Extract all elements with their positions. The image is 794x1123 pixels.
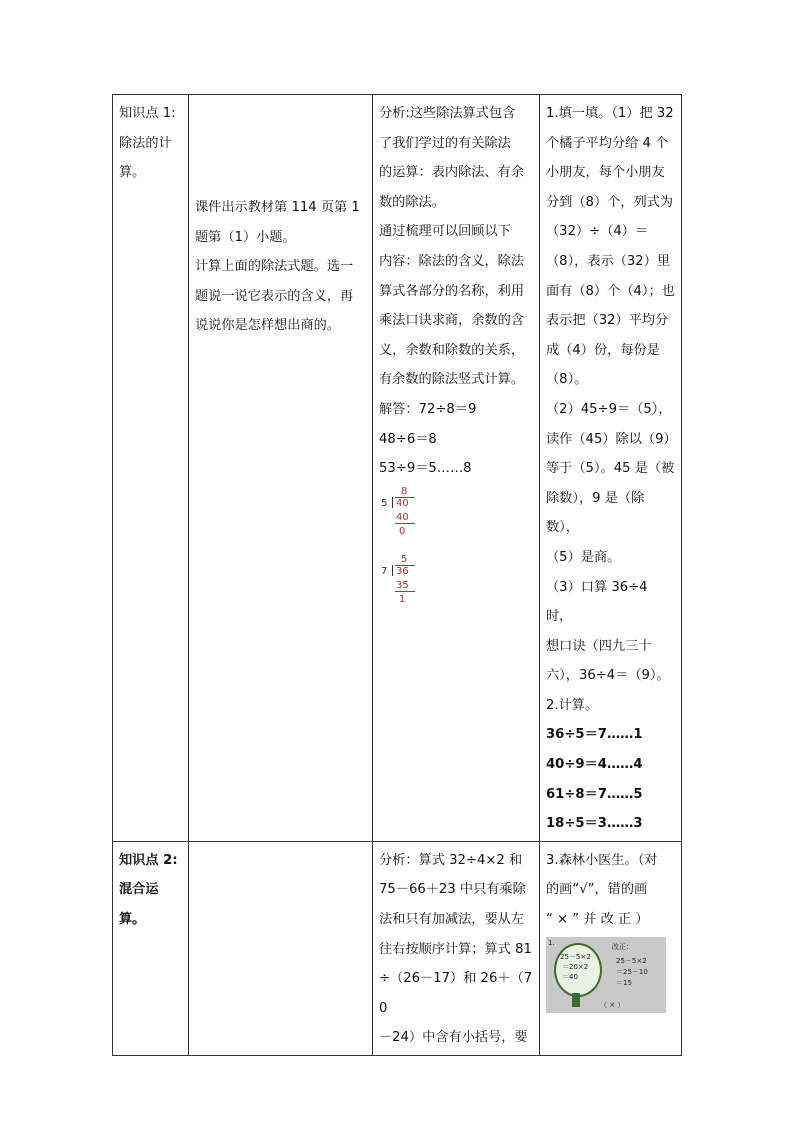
text-line: 分析：算式 32÷4×2 和 [379, 852, 523, 868]
long-division-2 [379, 554, 533, 620]
text-line: 53÷9＝5……8 [379, 461, 472, 477]
text-line: 3.森林小医生。（对 [546, 852, 658, 868]
text-line: 个橘子平均分给 4 个 [546, 135, 669, 151]
activity-cell-2 [189, 841, 373, 1055]
tree-line: ＝40 [562, 972, 578, 981]
text-line: 读作（45）除以（9） [546, 431, 677, 447]
analysis-cell-2 [373, 841, 540, 1055]
text-line: 除数），9 是（除数）， [546, 490, 645, 536]
fix-line: 25－5×2 [616, 956, 647, 965]
text-line: 算。 [119, 165, 146, 181]
divisor: 7 [381, 565, 388, 577]
text-line: 分到（8）个，列式为 [546, 194, 674, 210]
text-line: “ × ” 并 改 正 ） [546, 912, 649, 928]
text-line: 想口诀（四九三十 [546, 638, 652, 654]
text-line: －24）中含有小括号，要 [379, 1030, 528, 1046]
text-line: （32）÷（4）＝ [546, 224, 649, 240]
text-line: 的画“√”，错的画 [546, 882, 648, 898]
text-line: 乘法口诀求商，余数的含 [379, 313, 525, 329]
mark: （ × ） [600, 1000, 625, 1009]
text-line: 六），36÷4＝（9）。 [546, 668, 670, 684]
text-line: （5）是商。 [546, 549, 621, 565]
fix-line: ＝15 [616, 978, 632, 987]
text-line: 知识点 2: [119, 852, 178, 868]
text-line: 往右按顺序计算；算式 81 [379, 941, 532, 957]
answer-line: 40÷9＝4……4 [546, 757, 643, 773]
text-line: 了我们学过的有关除法 [379, 135, 511, 151]
tree-line: ＝20×2 [562, 962, 589, 971]
divisor: 5 [381, 497, 388, 509]
text-line: 算式各部分的名称，利用 [379, 283, 525, 299]
text-line: 分析:这些除法算式包含 [379, 106, 516, 121]
table-row [113, 841, 682, 1055]
answer-line: 61÷8＝7……5 [546, 786, 643, 802]
text-line: 有余数的除法竖式计算。 [379, 372, 525, 388]
text-line: 1.填一填。（1）把 32 [546, 106, 674, 121]
text-line: 表示把（32）平均分 [546, 313, 669, 329]
tree-line: 25－5×2 [560, 952, 591, 961]
remainder: 0 [399, 525, 406, 537]
fix-label: 改正： [612, 942, 633, 951]
text-line: 计算上面的除法式题。选一 [195, 259, 354, 275]
picture-number: 1. [548, 938, 555, 947]
text-line: 内容：除法的含义，除法 [379, 253, 525, 269]
text-line: 混合运算。 [119, 882, 159, 928]
text-line: （8），表示（32）里 [546, 253, 671, 269]
dividend: 40 [396, 497, 409, 509]
text-line: （2）45÷9＝（5）， [546, 401, 672, 417]
knowledge-cell-2 [113, 841, 189, 1055]
text-line: 知识点 1: [119, 106, 176, 121]
remainder: 1 [399, 593, 406, 605]
tree-trunk-icon [572, 993, 580, 1007]
text-line: 通过梳理可以回顾以下 [379, 224, 511, 240]
knowledge-cell-1 [113, 95, 189, 842]
text-line: 除法的计 [119, 135, 172, 151]
dividend: 36 [396, 565, 409, 577]
text-line: 面有（8）个（4）；也 [546, 283, 675, 299]
text-line: 小朋友，每个小朋友 [546, 165, 665, 181]
text-line: 75－66＋23 中只有乘除 [379, 882, 526, 898]
text-line: 数的除法。 [379, 194, 445, 210]
text-line: 义，余数和除数的关系， [379, 342, 525, 358]
fix-line: ＝25－10 [616, 967, 648, 976]
answer-line: 18÷5＝3……3 [546, 816, 643, 832]
text-line: 2.计算。 [546, 697, 599, 713]
text-line: 等于（5）。45 是（被 [546, 461, 675, 477]
product: 40 [396, 511, 409, 523]
text-line: 说说你是怎样想出商的。 [195, 318, 341, 334]
text-line: 题说一说它表示的含义，再 [195, 288, 354, 304]
text-line: 课件出示教材第 114 页第 1 [195, 200, 360, 215]
quotient: 5 [401, 553, 408, 565]
text-line: 法和只有加减法，要从左 [379, 912, 525, 928]
activity-cell-1 [189, 95, 373, 842]
text-line: ÷（26－17）和 26＋（70 [379, 971, 533, 1016]
long-division-1 [379, 486, 533, 552]
table-row [113, 95, 682, 842]
product: 35 [396, 579, 409, 591]
exercise-cell-2 [540, 841, 682, 1055]
answer-line: 36÷5＝7……1 [546, 727, 643, 743]
exercise-cell-1 [540, 95, 682, 842]
text-line: 解答：72÷8＝9 [379, 401, 477, 417]
quotient: 8 [401, 485, 408, 497]
text-line: 的运算：表内除法、有余 [379, 165, 525, 181]
text-line: 48÷6＝8 [379, 431, 437, 447]
text-line: 成（4）份，每份是 [546, 342, 660, 358]
text-line: 题第（1）小题。 [195, 229, 296, 245]
analysis-cell-1 [373, 95, 540, 842]
text-line: （8）。 [546, 372, 588, 388]
tree-exercise-image [546, 937, 666, 1013]
text-line: （3）口算 36÷4 时， [546, 579, 648, 625]
lesson-table [112, 94, 682, 1056]
